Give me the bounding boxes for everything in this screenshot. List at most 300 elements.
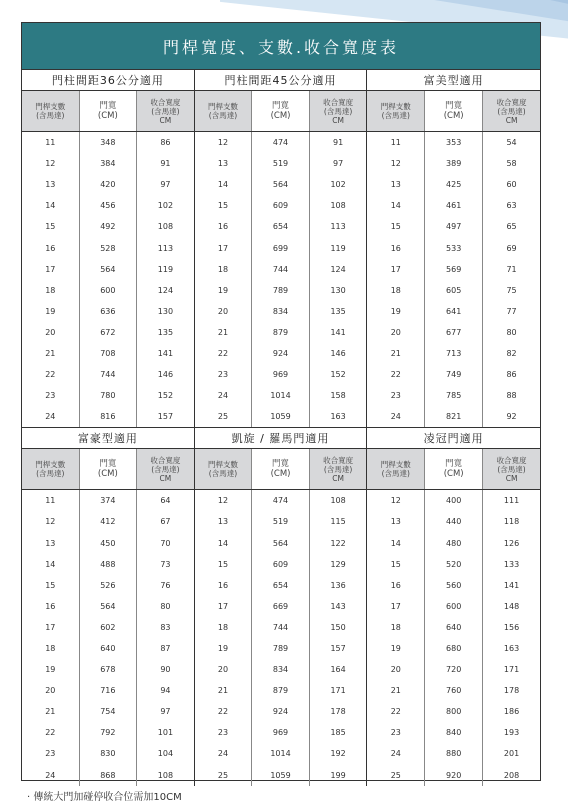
table-cell: 600 xyxy=(425,596,483,617)
table-cell: 171 xyxy=(330,686,346,696)
table-cell: 91 xyxy=(332,138,344,148)
table-cell: 113 xyxy=(157,243,174,253)
table-cell: 744 xyxy=(252,617,310,638)
table-row xyxy=(367,680,540,701)
table-cell: 924 xyxy=(252,701,310,722)
table-row xyxy=(195,701,367,722)
table-cell: 124 xyxy=(157,285,174,295)
table-cell: 11 xyxy=(22,132,80,153)
table-cell: 17 xyxy=(195,237,253,258)
table-row xyxy=(22,743,194,764)
table-cell: 641 xyxy=(425,301,483,322)
table-row xyxy=(22,195,194,216)
group-header: 門柱間距36公分適用 xyxy=(22,70,194,91)
table-cell: 708 xyxy=(80,343,138,364)
table-cell: 560 xyxy=(425,575,483,596)
table-row xyxy=(367,743,540,764)
table-row xyxy=(195,195,367,216)
table-row xyxy=(195,743,367,764)
table-cell: 21 xyxy=(22,701,80,722)
table-cell: 24 xyxy=(195,743,253,764)
group-header: 凱旋 / 羅馬門適用 xyxy=(195,428,367,449)
table-cell: 744 xyxy=(252,259,310,280)
table-row xyxy=(22,385,194,406)
table-cell: 102 xyxy=(157,201,174,211)
table-cell: 713 xyxy=(425,343,483,364)
table-cell: 12 xyxy=(195,132,253,153)
table-cell: 672 xyxy=(80,322,138,343)
table-row xyxy=(22,490,194,511)
table-cell: 77 xyxy=(506,306,517,316)
table-cell: 73 xyxy=(160,559,171,569)
table-cell: 130 xyxy=(330,285,346,295)
table-row xyxy=(22,617,194,638)
table-cell: 108 xyxy=(157,770,174,780)
table-cell: 520 xyxy=(425,554,483,575)
table-cell: 789 xyxy=(252,638,310,659)
table-row xyxy=(195,617,367,638)
table-cell: 23 xyxy=(22,743,80,764)
table-group xyxy=(195,428,368,785)
table-cell: 14 xyxy=(195,174,253,195)
table-cell: 21 xyxy=(195,322,253,343)
table-sections xyxy=(22,70,540,786)
table-cell: 97 xyxy=(160,707,171,717)
table-cell: 156 xyxy=(503,622,520,632)
table-cell: 800 xyxy=(425,701,483,722)
table-row xyxy=(22,701,194,722)
table-row xyxy=(195,659,367,680)
table-row xyxy=(367,364,540,385)
table-cell: 65 xyxy=(506,222,517,232)
table-cell: 64 xyxy=(160,496,171,506)
table-cell: 640 xyxy=(80,638,138,659)
table-cell: 461 xyxy=(425,195,483,216)
table-cell: 119 xyxy=(157,264,174,274)
table-cell: 82 xyxy=(506,348,517,358)
table-cell: 12 xyxy=(367,490,425,511)
table-cell: 22 xyxy=(195,343,253,364)
table-cell: 108 xyxy=(330,496,346,506)
table-row xyxy=(195,511,367,532)
table-cell: 141 xyxy=(157,348,174,358)
table-cell: 19 xyxy=(22,301,80,322)
table-row xyxy=(367,701,540,722)
table-row xyxy=(22,301,194,322)
table-cell: 785 xyxy=(425,385,483,406)
table-row xyxy=(367,659,540,680)
table-cell: 25 xyxy=(195,765,253,786)
table-cell: 19 xyxy=(195,638,253,659)
table-row xyxy=(367,575,540,596)
table-cell: 564 xyxy=(252,533,310,554)
table-cell: 669 xyxy=(252,596,310,617)
table-cell: 122 xyxy=(330,538,346,548)
table-cell: 969 xyxy=(252,364,310,385)
column-headers xyxy=(367,449,540,490)
table-cell: 528 xyxy=(80,237,138,258)
table-cell: 193 xyxy=(503,728,520,738)
table-row xyxy=(367,301,540,322)
table-cell: 14 xyxy=(22,554,80,575)
table-cell: 15 xyxy=(367,554,425,575)
table-group xyxy=(195,70,368,427)
table-cell: 1014 xyxy=(252,385,310,406)
table-row xyxy=(195,174,367,195)
table-cell: 152 xyxy=(157,391,174,401)
table-cell: 15 xyxy=(367,216,425,237)
column-header-count: 門桿支數 (含馬達) xyxy=(22,449,80,489)
table-row xyxy=(367,385,540,406)
table-cell: 104 xyxy=(157,749,174,759)
table-row xyxy=(195,259,367,280)
table-row xyxy=(22,533,194,554)
table-row xyxy=(367,490,540,511)
table-cell: 13 xyxy=(367,174,425,195)
table-row xyxy=(367,722,540,743)
table-row xyxy=(22,554,194,575)
table-cell: 97 xyxy=(332,159,344,169)
table-row xyxy=(22,153,194,174)
table-cell: 969 xyxy=(252,722,310,743)
column-headers xyxy=(195,449,367,490)
table-cell: 135 xyxy=(157,327,174,337)
table-cell: 124 xyxy=(330,264,346,274)
table-cell: 199 xyxy=(330,770,346,780)
table-row xyxy=(195,596,367,617)
table-cell: 609 xyxy=(252,195,310,216)
table-cell: 14 xyxy=(195,533,253,554)
table-row xyxy=(195,680,367,701)
table-cell: 157 xyxy=(157,412,174,422)
table-cell: 780 xyxy=(80,385,138,406)
table-cell: 18 xyxy=(22,638,80,659)
table-row xyxy=(367,511,540,532)
table-section xyxy=(22,70,540,427)
table-cell: 526 xyxy=(80,575,138,596)
table-row xyxy=(195,216,367,237)
table-cell: 18 xyxy=(195,259,253,280)
table-cell: 58 xyxy=(506,159,517,169)
table-row xyxy=(195,385,367,406)
table-cell: 60 xyxy=(506,180,517,190)
table-cell: 24 xyxy=(367,406,425,427)
table-cell: 1014 xyxy=(252,743,310,764)
table-cell: 11 xyxy=(367,132,425,153)
table-cell: 80 xyxy=(160,601,171,611)
table-cell: 129 xyxy=(330,559,346,569)
table-cell: 108 xyxy=(330,201,346,211)
table-cell: 440 xyxy=(425,511,483,532)
table-cell: 519 xyxy=(252,153,310,174)
table-cell: 80 xyxy=(506,327,517,337)
table-row xyxy=(195,322,367,343)
table-cell: 348 xyxy=(80,132,138,153)
table-cell: 654 xyxy=(252,216,310,237)
table-cell: 16 xyxy=(22,237,80,258)
table-cell: 480 xyxy=(425,533,483,554)
table-cell: 20 xyxy=(195,659,253,680)
table-cell: 70 xyxy=(160,538,171,548)
table-cell: 135 xyxy=(330,306,346,316)
table-cell: 830 xyxy=(80,743,138,764)
table-cell: 22 xyxy=(22,364,80,385)
column-header-count: 門桿支數 (含馬達) xyxy=(195,91,253,131)
table-cell: 425 xyxy=(425,174,483,195)
table-cell: 789 xyxy=(252,280,310,301)
table-row xyxy=(195,765,367,786)
table-row xyxy=(22,722,194,743)
table-cell: 15 xyxy=(22,575,80,596)
table-row xyxy=(367,343,540,364)
group-header: 門柱間距45公分適用 xyxy=(195,70,367,91)
table-group xyxy=(367,70,540,427)
table-cell: 86 xyxy=(160,138,171,148)
table-cell: 821 xyxy=(425,406,483,427)
table-row xyxy=(367,195,540,216)
table-cell: 16 xyxy=(367,575,425,596)
table-cell: 178 xyxy=(503,686,520,696)
table-cell: 16 xyxy=(195,575,253,596)
table-cell: 54 xyxy=(506,138,517,148)
table-cell: 533 xyxy=(425,237,483,258)
table-row xyxy=(367,596,540,617)
table-cell: 22 xyxy=(195,701,253,722)
table-cell: 456 xyxy=(80,195,138,216)
table-row xyxy=(22,174,194,195)
table-cell: 178 xyxy=(330,707,346,717)
table-cell: 23 xyxy=(22,385,80,406)
table-cell: 754 xyxy=(80,701,138,722)
table-cell: 24 xyxy=(22,765,80,786)
table-row xyxy=(195,364,367,385)
column-header-folded: 收合寬度 (含馬達) CM xyxy=(483,91,540,131)
table-cell: 17 xyxy=(195,596,253,617)
table-cell: 113 xyxy=(330,222,346,232)
table-cell: 21 xyxy=(367,343,425,364)
table-cell: 141 xyxy=(330,327,346,337)
table-row xyxy=(367,554,540,575)
table-cell: 15 xyxy=(22,216,80,237)
table-cell: 720 xyxy=(425,659,483,680)
table-cell: 63 xyxy=(506,201,517,211)
table-cell: 23 xyxy=(195,722,253,743)
table-cell: 83 xyxy=(160,622,171,632)
column-header-count: 門桿支數 (含馬達) xyxy=(367,91,425,131)
table-row xyxy=(367,617,540,638)
table-row xyxy=(367,322,540,343)
table-cell: 119 xyxy=(330,243,346,253)
table-cell: 148 xyxy=(503,601,520,611)
table-cell: 488 xyxy=(80,554,138,575)
table-row xyxy=(195,490,367,511)
table-cell: 164 xyxy=(330,665,346,675)
table-cell: 20 xyxy=(367,322,425,343)
table-cell: 133 xyxy=(503,559,520,569)
table-cell: 816 xyxy=(80,406,138,427)
table-cell: 20 xyxy=(22,680,80,701)
table-cell: 450 xyxy=(80,533,138,554)
table-row xyxy=(367,280,540,301)
table-row xyxy=(367,406,540,427)
table-cell: 21 xyxy=(195,680,253,701)
table-cell: 25 xyxy=(195,406,253,427)
table-row xyxy=(195,722,367,743)
table-cell: 602 xyxy=(80,617,138,638)
table-title: 門桿寬度、支數.收合寬度表 xyxy=(22,23,540,70)
table-cell: 880 xyxy=(425,743,483,764)
table-row xyxy=(367,259,540,280)
table-row xyxy=(22,259,194,280)
table-cell: 20 xyxy=(195,301,253,322)
table-cell: 412 xyxy=(80,511,138,532)
table-cell: 24 xyxy=(22,406,80,427)
table-row xyxy=(22,132,194,153)
table-cell: 126 xyxy=(503,538,520,548)
table-cell: 17 xyxy=(367,596,425,617)
table-cell: 14 xyxy=(367,533,425,554)
table-row xyxy=(195,575,367,596)
table-row xyxy=(367,638,540,659)
table-row xyxy=(22,765,194,786)
table-row xyxy=(22,659,194,680)
table-cell: 67 xyxy=(160,517,171,527)
table-row xyxy=(22,343,194,364)
table-cell: 24 xyxy=(367,743,425,764)
table-cell: 564 xyxy=(80,596,138,617)
table-cell: 609 xyxy=(252,554,310,575)
table-row xyxy=(22,216,194,237)
table-cell: 744 xyxy=(80,364,138,385)
table-cell: 699 xyxy=(252,237,310,258)
column-header-folded: 收合寬度 (含馬達) CM xyxy=(310,449,367,489)
table-cell: 879 xyxy=(252,322,310,343)
table-row xyxy=(22,280,194,301)
table-cell: 492 xyxy=(80,216,138,237)
table-cell: 146 xyxy=(157,370,174,380)
table-cell: 143 xyxy=(330,601,346,611)
column-header-count: 門桿支數 (含馬達) xyxy=(367,449,425,489)
table-cell: 19 xyxy=(195,280,253,301)
table-row xyxy=(367,237,540,258)
table-cell: 94 xyxy=(160,686,171,696)
table-row xyxy=(195,343,367,364)
column-header-width: 門寬 (CM) xyxy=(80,91,138,131)
table-cell: 69 xyxy=(506,243,517,253)
table-cell: 101 xyxy=(157,728,174,738)
table-row xyxy=(195,554,367,575)
table-cell: 16 xyxy=(367,237,425,258)
table-cell: 15 xyxy=(195,195,253,216)
table-cell: 21 xyxy=(22,343,80,364)
table-cell: 19 xyxy=(367,301,425,322)
table-cell: 600 xyxy=(80,280,138,301)
table-cell: 23 xyxy=(367,385,425,406)
table-cell: 605 xyxy=(425,280,483,301)
table-cell: 130 xyxy=(157,306,174,316)
footnote: · 傳統大門加碰停收合位需加10CM xyxy=(27,792,182,803)
table-cell: 22 xyxy=(22,722,80,743)
table-cell: 20 xyxy=(22,322,80,343)
table-cell: 22 xyxy=(367,701,425,722)
column-header-count: 門桿支數 (含馬達) xyxy=(195,449,253,489)
table-cell: 519 xyxy=(252,511,310,532)
column-header-folded: 收合寬度 (含馬達) CM xyxy=(483,449,540,489)
table-cell: 18 xyxy=(22,280,80,301)
table-cell: 208 xyxy=(503,770,520,780)
column-header-width: 門寬 (CM) xyxy=(252,91,310,131)
table-cell: 840 xyxy=(425,722,483,743)
table-group xyxy=(22,428,195,785)
table-cell: 13 xyxy=(22,174,80,195)
column-header-folded: 收合寬度 (含馬達) CM xyxy=(137,91,194,131)
table-cell: 87 xyxy=(160,644,171,654)
table-cell: 201 xyxy=(503,749,520,759)
table-row xyxy=(367,216,540,237)
table-cell: 14 xyxy=(367,195,425,216)
table-cell: 17 xyxy=(22,617,80,638)
table-cell: 17 xyxy=(367,259,425,280)
table-cell: 25 xyxy=(367,765,425,786)
table-cell: 792 xyxy=(80,722,138,743)
table-frame xyxy=(21,22,541,781)
table-cell: 150 xyxy=(330,622,346,632)
table-cell: 24 xyxy=(195,385,253,406)
table-cell: 152 xyxy=(330,370,346,380)
table-cell: 118 xyxy=(503,517,520,527)
table-cell: 102 xyxy=(330,180,346,190)
table-cell: 23 xyxy=(195,364,253,385)
table-cell: 564 xyxy=(80,259,138,280)
table-cell: 136 xyxy=(330,580,346,590)
group-header: 富豪型適用 xyxy=(22,428,194,449)
table-cell: 192 xyxy=(330,749,346,759)
table-cell: 92 xyxy=(506,412,517,422)
column-header-folded: 收合寬度 (含馬達) CM xyxy=(310,91,367,131)
table-cell: 474 xyxy=(252,490,310,511)
table-cell: 76 xyxy=(160,580,171,590)
table-cell: 12 xyxy=(367,153,425,174)
table-cell: 13 xyxy=(195,153,253,174)
table-cell: 115 xyxy=(330,517,346,527)
table-cell: 16 xyxy=(22,596,80,617)
table-row xyxy=(195,237,367,258)
table-cell: 163 xyxy=(330,412,346,422)
table-group xyxy=(22,70,195,427)
table-cell: 186 xyxy=(503,707,520,717)
table-row xyxy=(22,575,194,596)
table-cell: 16 xyxy=(195,216,253,237)
table-cell: 19 xyxy=(367,638,425,659)
table-cell: 654 xyxy=(252,575,310,596)
table-cell: 17 xyxy=(22,259,80,280)
table-cell: 749 xyxy=(425,364,483,385)
table-cell: 88 xyxy=(506,391,517,401)
table-cell: 636 xyxy=(80,301,138,322)
table-row xyxy=(22,322,194,343)
table-cell: 716 xyxy=(80,680,138,701)
table-cell: 474 xyxy=(252,132,310,153)
table-row xyxy=(195,132,367,153)
table-cell: 868 xyxy=(80,765,138,786)
table-cell: 86 xyxy=(506,370,517,380)
table-cell: 1059 xyxy=(252,406,310,427)
table-cell: 760 xyxy=(425,680,483,701)
group-header: 富美型適用 xyxy=(367,70,540,91)
table-row xyxy=(22,237,194,258)
table-row xyxy=(22,680,194,701)
table-cell: 75 xyxy=(506,285,517,295)
